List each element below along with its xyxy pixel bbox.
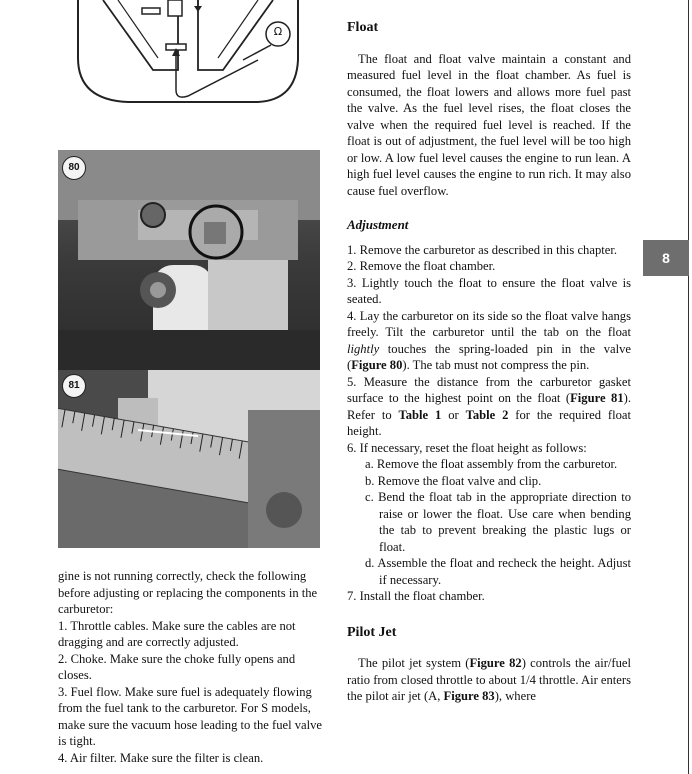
step-1: 1. Remove the carburetor as described in this chapter. (347, 242, 617, 257)
step-7: 7. Install the float chamber. (347, 589, 485, 603)
step-6: 6. If necessary, reset the float height as follows: (347, 440, 587, 455)
ohm-symbol: Ω (273, 25, 283, 38)
step-6d: d. Assemble the float and recheck the height. Adjust if necessary. (365, 556, 631, 587)
float-paragraph: The float and float valve maintain a constant and measured fuel level in the float chamber. As fuel is consumed, the float lowers and allows more fuel past the valve. As the fuel level rises, the float closes the valve when the required fuel level is reached. If the float is out of adjustment, the fuel level will be too high or low. A low fuel level causes the engine to run lean. A high fuel level causes the engine to run rich. It may also cause fuel overflow. (347, 51, 631, 198)
step-6b: b. Remove the float valve and clip. (365, 473, 542, 488)
figure-81-photo (58, 370, 320, 548)
step-5: 5. Measure the distance from the carburetor gasket surface to the highest point on the float (Figure 81). Refer to Table 1 or Table 2 for the required float height. (347, 374, 631, 438)
figure-80-label: 80 (62, 156, 86, 180)
left-paragraph: 1. Throttle cables. Make sure the cables are not dragging and are correctly adjusted. (58, 618, 296, 649)
step-3: 3. Lightly touch the float to ensure the float valve is seated. (347, 275, 631, 306)
float-valve-diagram (58, 0, 318, 118)
left-paragraph: 4. Air filter. Make sure the filter is clean. (58, 750, 264, 765)
left-paragraph: 3. Fuel flow. Make sure fuel is adequately flowing from the fuel tank to the carburetor. For S models, make sure the vacuum hose leading to the fuel valve is tight. (58, 684, 323, 748)
right-column (347, 20, 631, 705)
left-paragraph: 2. Choke. Make sure the choke fully opens and closes. (58, 651, 296, 682)
left-paragraph: gine is not running correctly, check the following before adjusting or replacing the components in the carburetor: (58, 569, 318, 616)
step-4: 4. Lay the carburetor on its side so the float valve hangs freely. Tilt the carburetor until the tab on the float lightly touches the spring-loaded pin in the valve (Figure 80). The tab must not compress the pin. (347, 308, 631, 372)
left-column-text (58, 568, 324, 766)
chapter-tab: 8 (643, 240, 689, 276)
adjustment-heading: Adjustment (347, 217, 409, 232)
step-6a: a. Remove the float assembly from the carburetor. (365, 457, 618, 471)
figure-80-photo (58, 150, 320, 374)
figure-81-label: 81 (62, 374, 86, 398)
float-heading: Float (347, 20, 379, 35)
step-6c: c. Bend the float tab in the appropriate direction to raise or lower the float. Use care when bending the tab to prevent breaking the plastic lugs or float. (365, 490, 631, 554)
adjustment-steps (347, 242, 631, 605)
pilot-jet-paragraph: The pilot jet system (Figure 82) controls the air/fuel ratio from closed throttle to about 1/4 throttle. Air enters the pilot air jet (A, Figure 83), where (347, 656, 631, 703)
step-2: 2. Remove the float chamber. (347, 259, 496, 273)
pilot-jet-heading: Pilot Jet (347, 624, 397, 640)
